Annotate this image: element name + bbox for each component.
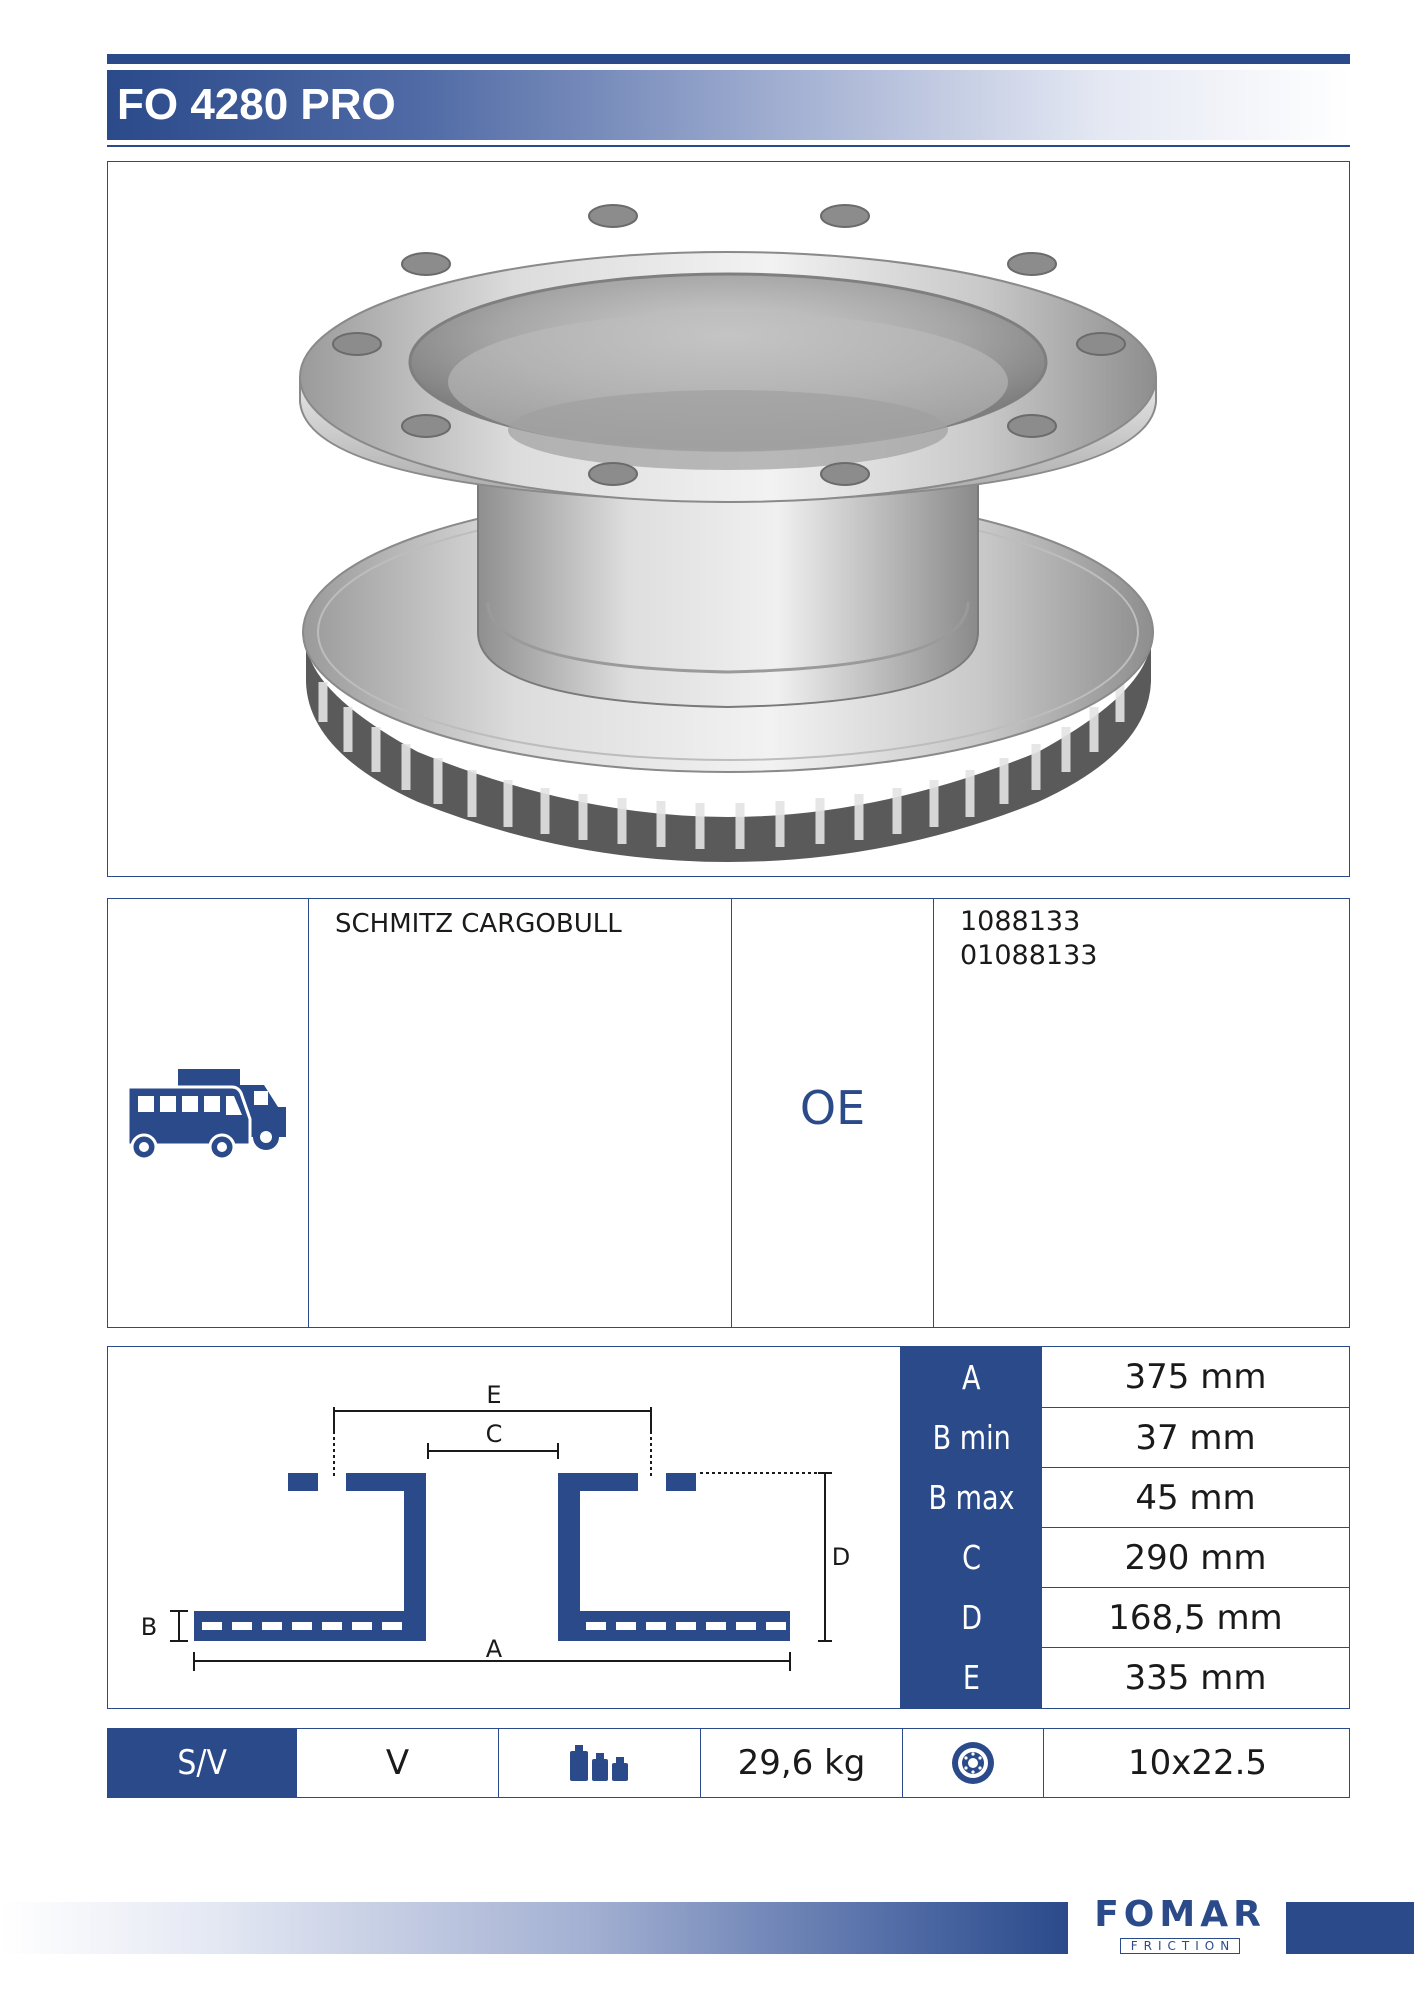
label-c: C: [485, 1420, 503, 1448]
dimension-row: [901, 1527, 1349, 1588]
product-title: FO 4280 PRO: [117, 80, 396, 129]
oe-numbers-cell: [933, 899, 1351, 1327]
bolt-circle-icon: [949, 1739, 997, 1787]
title-underline: [107, 145, 1350, 147]
spec-strip: [107, 1728, 1350, 1798]
dimension-value: 290 mm: [1124, 1537, 1267, 1578]
dimension-value: 335 mm: [1124, 1657, 1267, 1698]
dimension-label: B min: [932, 1418, 1011, 1458]
make-cell: [308, 899, 731, 1327]
dimension-row: [901, 1467, 1349, 1528]
dimension-value: 375 mm: [1124, 1357, 1267, 1398]
dimension-value: 37 mm: [1135, 1417, 1256, 1458]
application-table: [107, 898, 1350, 1328]
oe-number: 1088133: [960, 906, 1081, 937]
disc-cross-section-diagram: [108, 1347, 908, 1707]
dimension-table: [900, 1346, 1350, 1709]
vehicle-make: SCHMITZ CARGOBULL: [335, 909, 622, 939]
dimension-label: B max: [928, 1478, 1015, 1518]
footer-accent-bar: [1286, 1902, 1414, 1954]
label-b: B: [140, 1613, 158, 1641]
oe-number: 01088133: [960, 940, 1098, 971]
sv-label: S/V: [177, 1743, 227, 1783]
product-image-frame: [107, 161, 1350, 877]
brand-logo: [1080, 1895, 1280, 1959]
bus-truck-icon: [126, 1067, 296, 1167]
bolt-holes-value: 10x22.5: [1043, 1729, 1351, 1797]
dimension-row: [901, 1647, 1349, 1708]
footer-gradient-bar: [0, 1902, 1068, 1954]
brake-disc-image: [108, 162, 1348, 875]
label-d: D: [831, 1543, 851, 1571]
brand-subtitle: FRICTION: [1120, 1938, 1240, 1954]
header-top-rule: [107, 54, 1350, 64]
oe-label: OE: [799, 1081, 866, 1135]
oe-cell: [731, 899, 933, 1327]
dimension-label: D: [961, 1598, 982, 1638]
label-e: E: [486, 1381, 502, 1409]
dimension-row: [901, 1347, 1349, 1408]
bolt-circle-icon-cell: [902, 1729, 1043, 1797]
weight-value: 29,6 kg: [700, 1729, 902, 1797]
dimension-label: E: [962, 1658, 981, 1698]
dimension-value: 45 mm: [1135, 1477, 1256, 1518]
weight-icon: [568, 1743, 632, 1783]
sv-value: V: [296, 1729, 498, 1797]
dimension-row: [901, 1407, 1349, 1468]
dimension-label: A: [962, 1357, 981, 1397]
dimension-label: C: [962, 1538, 981, 1578]
brand-name: FOMAR: [1094, 1894, 1266, 1935]
title-bar: [107, 70, 1350, 140]
dimension-row: [901, 1587, 1349, 1648]
label-a: A: [485, 1635, 503, 1663]
dimension-value: 168,5 mm: [1108, 1597, 1283, 1638]
weight-icon-cell: [498, 1729, 700, 1797]
